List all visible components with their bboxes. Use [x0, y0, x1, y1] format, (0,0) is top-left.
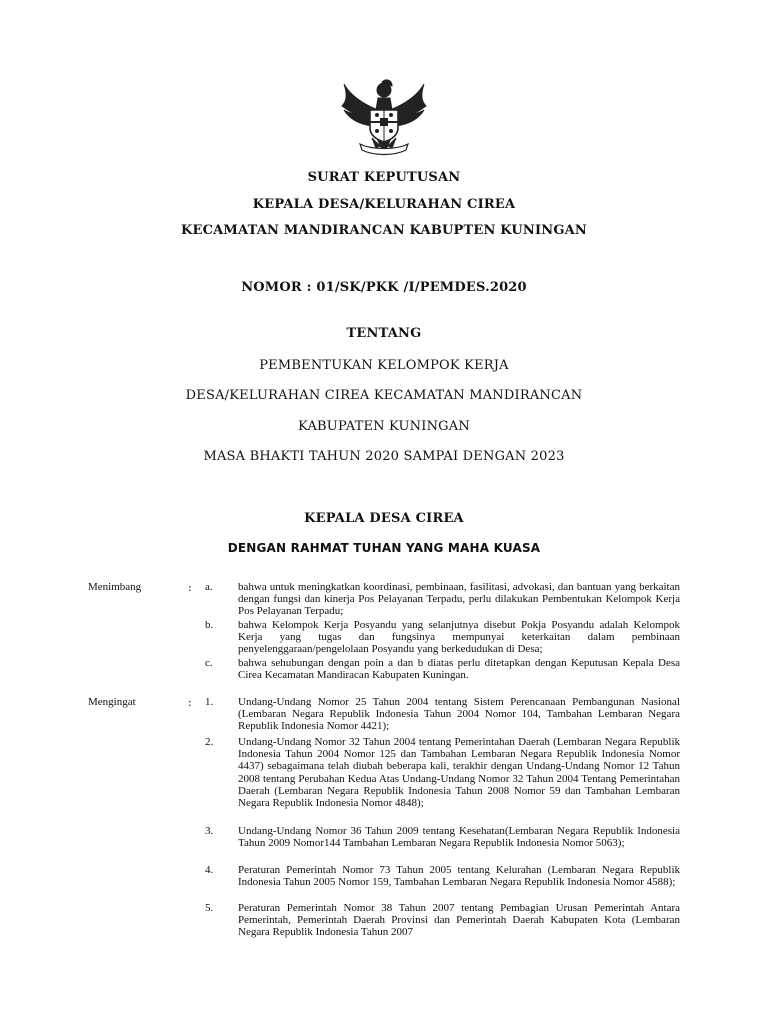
- item-text: Undang-Undang Nomor 25 Tahun 2004 tentang Sistem Perencanaan Pembangunan Nasional (Lembaran Negara Republik Indonesia Tahun 2004 Nomor 104, Tambahan Lembaran Negara Republik Indonesia Nomor 4421);: [238, 696, 680, 733]
- menimbang-item: [205, 619, 680, 656]
- item-text: bahwa untuk meningkatkan koordinasi, pembinaan, fasilitasi, advokasi, dan bantuan yang berkaitan dengan fungsi dan kinerja Pos Pelayanan Terpadu, perlu dilakukan Pembentukan Kelompok Kerja Pos Pelayanan Terpadu;: [238, 581, 680, 618]
- menimbang-colon: :: [188, 581, 192, 594]
- invocation-line: DENGAN RAHMAT TUHAN YANG MAHA KUASA: [227, 541, 541, 555]
- item-marker: 2.: [205, 736, 214, 748]
- document-title: SURAT KEPUTUSAN: [307, 170, 461, 185]
- item-marker: 4.: [205, 864, 214, 876]
- item-marker: 5.: [205, 902, 214, 914]
- mengingat-item: [205, 864, 680, 888]
- subject-line-2: DESA/KELURAHAN CIREA KECAMATAN MANDIRANCAN: [185, 388, 583, 403]
- item-marker: c.: [205, 657, 213, 669]
- item-text: bahwa sehubungan dengan poin a dan b diatas perlu ditetapkan dengan Keputusan Kepala Desa Cirea Kecamatan Mandiracan Kabupaten Kuningan.: [238, 657, 680, 682]
- decree-number: NOMOR : 01/SK/PKK /I/PEMDES.2020: [241, 280, 527, 295]
- tentang-heading: TENTANG: [346, 326, 422, 341]
- district-line: KECAMATAN MANDIRANCAN KABUPTEN KUNINGAN: [180, 223, 588, 238]
- menimbang-item: [205, 581, 680, 618]
- mengingat-item: [205, 696, 680, 733]
- mengingat-item: [205, 902, 680, 939]
- subject-line-1: PEMBENTUKAN KELOMPOK KERJA: [259, 358, 509, 373]
- item-text: bahwa Kelompok Kerja Posyandu yang selanjutnya disebut Pokja Posyandu adalah Kelompok Kerja yang tugas dan fungsinya mempunyai keterkaitan dalam pembinaan penyelenggaraan/pengelolaan Posyandu yang berkedudukan di Desa;: [238, 619, 680, 656]
- item-text: Peraturan Pemerintah Nomor 73 Tahun 2005 tentang Kelurahan (Lembaran Negara Republik Indonesia Tahun 2005 Nomor 159, Tambahan Lembaran Negara Republik Indonesia Nomor 4588);: [238, 864, 680, 889]
- item-marker: a.: [205, 581, 213, 593]
- item-text: Undang-Undang Nomor 32 Tahun 2004 tentang Pemerintahan Daerah (Lembaran Negara Republik Indonesia Tahun 2004 Nomor 125 dan Tambahan Lembaran Negara Republik Indonesia Nomor 4437) sebagaimana telah diubah beberapa kali, terakhir dengan Undang-Undang Nomor 12 Tahun 2008 tentang Perubahan Kedua Atas Undang-Undang Nomor 32 Tahun 2004 Tentang Pemerintahan Daerah (Lembaran Negara Republik Indonesia Tahun 2008 Nomor 59 dan Tambahan Lembaran Negara Republik Indonesia Nomor 4848);: [238, 736, 680, 810]
- item-marker: 1.: [205, 696, 214, 708]
- issuer-line: KEPALA DESA/KELURAHAN CIREA: [252, 197, 516, 212]
- mengingat-label: Mengingat: [88, 696, 136, 708]
- item-text: Undang-Undang Nomor 36 Tahun 2009 tentang Kesehatan(Lembaran Negara Republik Indonesia Tahun 2009 Nomor144 Tambahan Lembaran Negara Republik Indonesia Nomor 5063);: [238, 825, 680, 850]
- mengingat-colon: :: [188, 696, 192, 709]
- subject-line-3: KABUPATEN KUNINGAN: [298, 419, 470, 434]
- menimbang-item: [205, 657, 680, 681]
- item-text: Peraturan Pemerintah Nomor 38 Tahun 2007 tentang Pembagian Urusan Pemerintah Antara Pemerintah, Pemerintah Daerah Provinsi dan Pemerintah Daerah Kabupaten Kota (Lembaran Negara Republik Indonesia Tahun 2007: [238, 902, 680, 939]
- garuda-emblem-icon: [338, 76, 430, 160]
- menimbang-label: Menimbang: [88, 581, 142, 593]
- item-marker: 3.: [205, 825, 214, 837]
- mengingat-item: [205, 736, 680, 809]
- mengingat-item: [205, 825, 680, 849]
- subject-line-4: MASA BHAKTI TAHUN 2020 SAMPAI DENGAN 2023: [203, 449, 565, 464]
- official-title: KEPALA DESA CIREA: [304, 511, 464, 526]
- item-marker: b.: [205, 619, 214, 631]
